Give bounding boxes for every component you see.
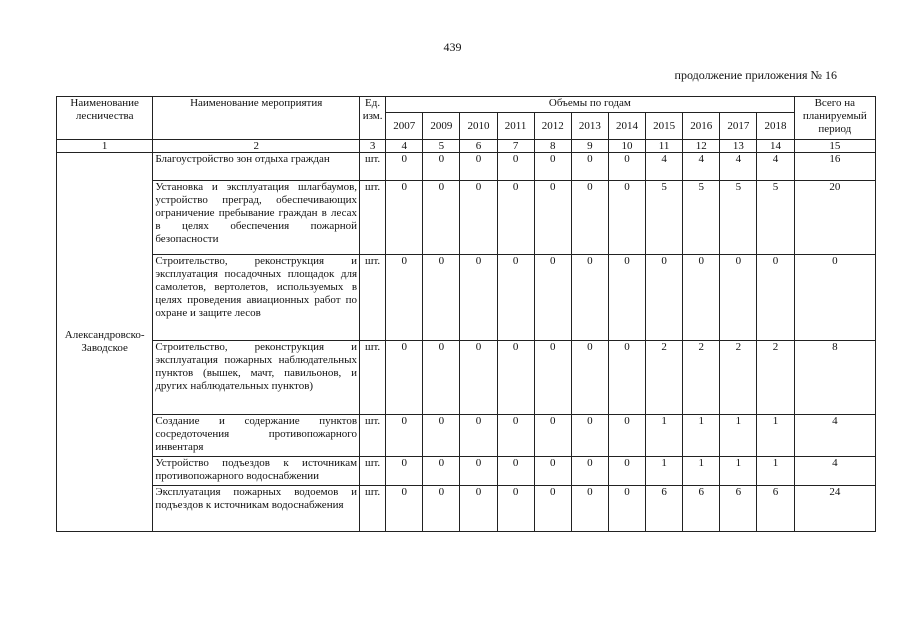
year-value-cell: 0 bbox=[757, 255, 794, 341]
year-value-cell: 0 bbox=[571, 415, 608, 457]
year-value-cell: 5 bbox=[683, 181, 720, 255]
year-value-cell: 0 bbox=[571, 341, 608, 415]
year-value-cell: 0 bbox=[608, 255, 645, 341]
header-year: 2011 bbox=[497, 113, 534, 140]
year-value-cell: 0 bbox=[720, 255, 757, 341]
header-forestry: Наименование лесничества bbox=[57, 97, 153, 140]
header-year: 2010 bbox=[460, 113, 497, 140]
table-row bbox=[57, 255, 876, 341]
year-value-cell: 0 bbox=[460, 255, 497, 341]
header-year: 2014 bbox=[608, 113, 645, 140]
year-value-cell: 0 bbox=[571, 255, 608, 341]
header-year: 2007 bbox=[386, 113, 423, 140]
year-value-cell: 0 bbox=[423, 415, 460, 457]
unit-cell: шт. bbox=[360, 415, 386, 457]
column-number: 7 bbox=[497, 140, 534, 153]
column-number: 2 bbox=[153, 140, 360, 153]
year-value-cell: 0 bbox=[423, 181, 460, 255]
year-value-cell: 1 bbox=[720, 457, 757, 486]
year-value-cell: 1 bbox=[646, 457, 683, 486]
year-value-cell: 0 bbox=[534, 486, 571, 532]
header-volumes: Объемы по годам bbox=[386, 97, 795, 113]
year-value-cell: 1 bbox=[720, 415, 757, 457]
year-value-cell: 0 bbox=[423, 341, 460, 415]
year-value-cell: 0 bbox=[386, 341, 423, 415]
year-value-cell: 6 bbox=[646, 486, 683, 532]
year-value-cell: 0 bbox=[534, 457, 571, 486]
activity-name: Благоустройство зон отдыха граждан bbox=[153, 153, 360, 181]
activity-name: Установка и эксплуатация шлагбаумов, устройство преград, обеспечивающих ограничение пребывание граждан в лесах в целях обеспечения пожарной безопасности bbox=[153, 181, 360, 255]
column-number: 6 bbox=[460, 140, 497, 153]
year-value-cell: 0 bbox=[460, 181, 497, 255]
year-value-cell: 0 bbox=[534, 153, 571, 181]
table-row bbox=[57, 341, 876, 415]
column-number: 9 bbox=[571, 140, 608, 153]
year-value-cell: 0 bbox=[386, 457, 423, 486]
total-cell: 24 bbox=[794, 486, 875, 532]
activity-name: Строительство, реконструкция и эксплуатация пожарных наблюдательных пунктов (вышек, мачт, павильонов, и других наблюдательных пунктов) bbox=[153, 341, 360, 415]
year-value-cell: 0 bbox=[497, 457, 534, 486]
table-row bbox=[57, 415, 876, 457]
header-year: 2015 bbox=[646, 113, 683, 140]
activity-name: Устройство подъездов к источникам противопожарного водоснабжении bbox=[153, 457, 360, 486]
header-year: 2018 bbox=[757, 113, 794, 140]
year-value-cell: 0 bbox=[534, 341, 571, 415]
header-activity: Наименование мероприятия bbox=[153, 97, 360, 140]
year-value-cell: 6 bbox=[757, 486, 794, 532]
year-value-cell: 0 bbox=[608, 457, 645, 486]
year-value-cell: 1 bbox=[757, 457, 794, 486]
year-value-cell: 0 bbox=[460, 415, 497, 457]
header-year: 2012 bbox=[534, 113, 571, 140]
total-cell: 20 bbox=[794, 181, 875, 255]
total-cell: 4 bbox=[794, 457, 875, 486]
year-value-cell: 0 bbox=[646, 255, 683, 341]
year-value-cell: 1 bbox=[757, 415, 794, 457]
column-number: 14 bbox=[757, 140, 794, 153]
header-year: 2013 bbox=[571, 113, 608, 140]
column-number: 4 bbox=[386, 140, 423, 153]
year-value-cell: 0 bbox=[497, 341, 534, 415]
year-value-cell: 1 bbox=[683, 415, 720, 457]
year-value-cell: 0 bbox=[497, 153, 534, 181]
year-value-cell: 0 bbox=[386, 415, 423, 457]
table-row bbox=[57, 181, 876, 255]
total-cell: 0 bbox=[794, 255, 875, 341]
year-value-cell: 0 bbox=[386, 255, 423, 341]
forestry-name: Александровско-Заводское bbox=[57, 153, 153, 532]
year-value-cell: 2 bbox=[646, 341, 683, 415]
unit-cell: шт. bbox=[360, 255, 386, 341]
page-number: 439 bbox=[443, 40, 462, 54]
year-value-cell: 0 bbox=[460, 341, 497, 415]
year-value-cell: 0 bbox=[423, 486, 460, 532]
year-value-cell: 0 bbox=[497, 181, 534, 255]
unit-cell: шт. bbox=[360, 153, 386, 181]
year-value-cell: 2 bbox=[720, 341, 757, 415]
year-value-cell: 0 bbox=[571, 486, 608, 532]
header-total: Всего на планируемый период bbox=[794, 97, 875, 140]
year-value-cell: 0 bbox=[534, 255, 571, 341]
year-value-cell: 0 bbox=[608, 153, 645, 181]
header-year: 2016 bbox=[683, 113, 720, 140]
column-number: 15 bbox=[794, 140, 875, 153]
year-value-cell: 4 bbox=[646, 153, 683, 181]
activity-name: Строительство, реконструкция и эксплуатация посадочных площадок для самолетов, вертолетов, используемых в целях проведения авиационных работ по охране и защите лесов bbox=[153, 255, 360, 341]
year-value-cell: 0 bbox=[460, 486, 497, 532]
year-value-cell: 0 bbox=[423, 153, 460, 181]
year-value-cell: 0 bbox=[497, 486, 534, 532]
column-number: 1 bbox=[57, 140, 153, 153]
total-cell: 8 bbox=[794, 341, 875, 415]
year-value-cell: 0 bbox=[497, 415, 534, 457]
year-value-cell: 5 bbox=[646, 181, 683, 255]
column-number: 11 bbox=[646, 140, 683, 153]
total-cell: 4 bbox=[794, 415, 875, 457]
year-value-cell: 6 bbox=[720, 486, 757, 532]
column-number: 8 bbox=[534, 140, 571, 153]
year-value-cell: 1 bbox=[683, 457, 720, 486]
column-number: 3 bbox=[360, 140, 386, 153]
year-value-cell: 0 bbox=[571, 181, 608, 255]
unit-cell: шт. bbox=[360, 181, 386, 255]
year-value-cell: 0 bbox=[683, 255, 720, 341]
year-value-cell: 0 bbox=[423, 255, 460, 341]
year-value-cell: 0 bbox=[460, 153, 497, 181]
activity-name: Создание и содержание пунктов сосредоточения противопожарного инвентаря bbox=[153, 415, 360, 457]
year-value-cell: 0 bbox=[460, 457, 497, 486]
year-value-cell: 0 bbox=[534, 181, 571, 255]
table-row bbox=[57, 486, 876, 532]
year-value-cell: 0 bbox=[571, 153, 608, 181]
year-value-cell: 0 bbox=[571, 457, 608, 486]
year-value-cell: 5 bbox=[720, 181, 757, 255]
appendix-title: продолжение приложения № 16 bbox=[674, 68, 837, 82]
year-value-cell: 0 bbox=[608, 486, 645, 532]
year-value-cell: 0 bbox=[608, 181, 645, 255]
unit-cell: шт. bbox=[360, 457, 386, 486]
year-value-cell: 4 bbox=[683, 153, 720, 181]
header-year: 2009 bbox=[423, 113, 460, 140]
year-value-cell: 5 bbox=[757, 181, 794, 255]
year-value-cell: 0 bbox=[423, 457, 460, 486]
column-number: 5 bbox=[423, 140, 460, 153]
column-number: 10 bbox=[608, 140, 645, 153]
column-number: 13 bbox=[720, 140, 757, 153]
header-unit: Ед. изм. bbox=[360, 97, 386, 140]
table-row bbox=[57, 457, 876, 486]
year-value-cell: 4 bbox=[757, 153, 794, 181]
year-value-cell: 2 bbox=[683, 341, 720, 415]
header-year: 2017 bbox=[720, 113, 757, 140]
total-cell: 16 bbox=[794, 153, 875, 181]
year-value-cell: 0 bbox=[534, 415, 571, 457]
unit-cell: шт. bbox=[360, 486, 386, 532]
column-number: 12 bbox=[683, 140, 720, 153]
year-value-cell: 6 bbox=[683, 486, 720, 532]
year-value-cell: 0 bbox=[386, 486, 423, 532]
activity-name: Эксплуатация пожарных водоемов и подъездов к источникам водоснабжения bbox=[153, 486, 360, 532]
forestry-activities-table bbox=[56, 96, 876, 532]
year-value-cell: 0 bbox=[497, 255, 534, 341]
year-value-cell: 4 bbox=[720, 153, 757, 181]
year-value-cell: 0 bbox=[386, 181, 423, 255]
year-value-cell: 0 bbox=[608, 415, 645, 457]
year-value-cell: 0 bbox=[386, 153, 423, 181]
year-value-cell: 2 bbox=[757, 341, 794, 415]
year-value-cell: 1 bbox=[646, 415, 683, 457]
table-row bbox=[57, 153, 876, 181]
unit-cell: шт. bbox=[360, 341, 386, 415]
year-value-cell: 0 bbox=[608, 341, 645, 415]
